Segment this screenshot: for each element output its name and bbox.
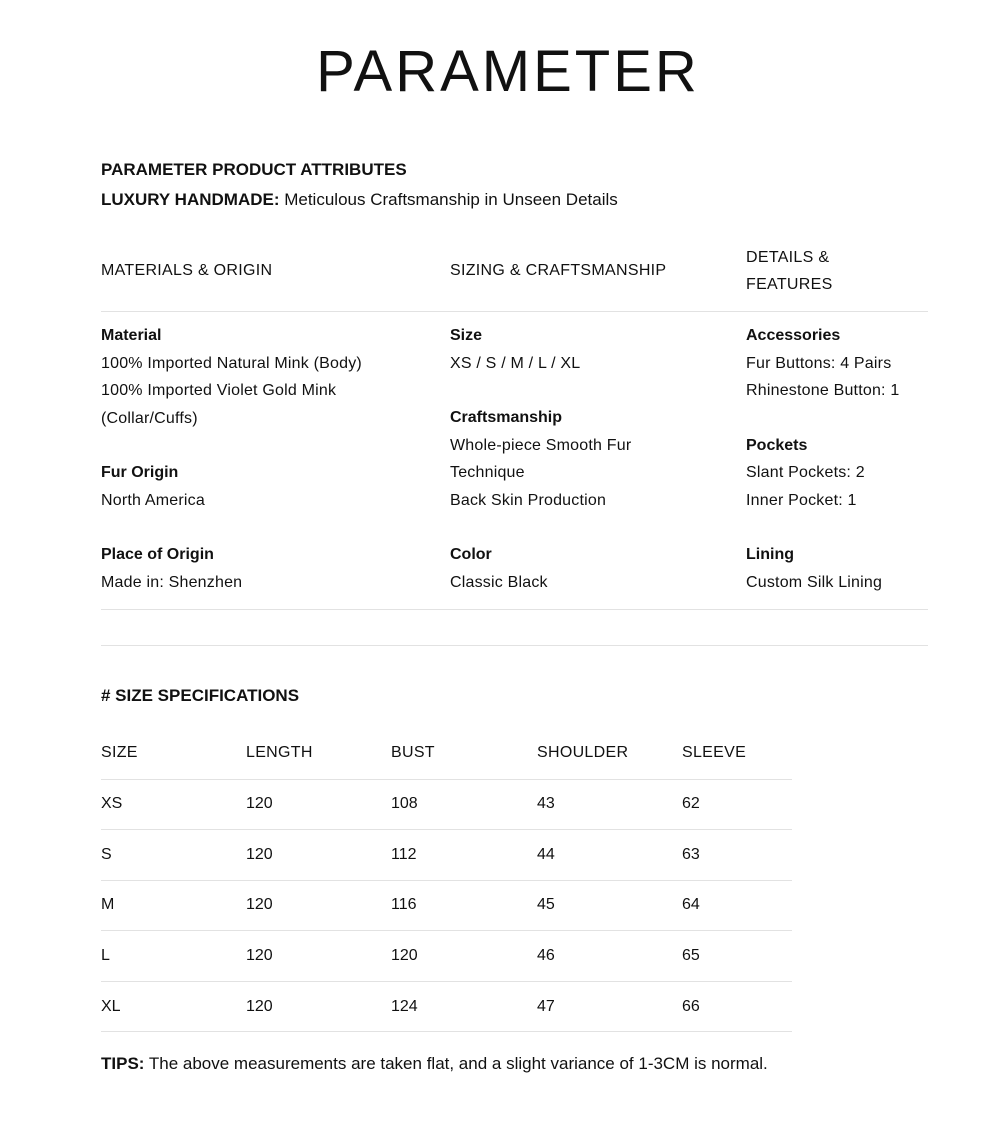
column-header-sizing: SIZING & CRAFTSMANSHIP <box>450 262 667 279</box>
tips-label: TIPS: <box>101 1054 145 1073</box>
column-header-details-line: FEATURES <box>746 276 833 293</box>
page-title: PARAMETER <box>316 39 700 104</box>
table-row <box>101 931 792 982</box>
attributes-column-materials <box>101 322 362 623</box>
table-cell: 120 <box>246 896 273 914</box>
column-header-details <box>746 244 833 298</box>
column-header: SLEEVE <box>682 744 747 762</box>
table-cell: 45 <box>537 896 555 914</box>
attribute-value: 100% Imported Natural Mink (Body) <box>101 354 362 372</box>
attribute-group-size <box>450 322 631 377</box>
table-cell: 47 <box>537 997 555 1015</box>
column-header: SIZE <box>101 744 138 762</box>
attribute-value: Custom Silk Lining <box>746 573 883 591</box>
table-cell: L <box>101 947 110 965</box>
attribute-value: Inner Pocket: 1 <box>746 491 857 509</box>
attribute-group-lining <box>746 541 899 596</box>
table-cell: 120 <box>246 845 273 863</box>
attribute-label: Lining <box>746 546 794 563</box>
attribute-value: Made in: Shenzhen <box>101 573 243 591</box>
size-specifications-title: # SIZE SPECIFICATIONS <box>101 686 300 705</box>
table-cell: 63 <box>682 845 700 863</box>
attribute-label: Accessories <box>746 327 841 344</box>
attribute-label: Color <box>450 546 492 563</box>
table-cell: 120 <box>246 997 273 1015</box>
attribute-value: Classic Black <box>450 573 548 591</box>
divider <box>101 311 928 312</box>
table-cell: XS <box>101 795 123 813</box>
attribute-group-pockets <box>746 432 899 515</box>
table-cell: 46 <box>537 947 555 965</box>
attribute-label: Pockets <box>746 436 808 454</box>
attributes-column-details <box>746 322 899 623</box>
table-cell: S <box>101 845 112 863</box>
table-cell: XL <box>101 997 121 1015</box>
attribute-value: XS / S / M / L / XL <box>450 354 581 372</box>
table-cell: 120 <box>391 947 418 965</box>
attribute-label: Craftsmanship <box>450 409 563 426</box>
attribute-value: 100% Imported Violet Gold Mink <box>101 382 337 399</box>
table-cell: 120 <box>246 947 273 965</box>
product-attributes-heading: PARAMETER PRODUCT ATTRIBUTES <box>101 160 407 179</box>
attribute-label: Material <box>101 327 162 344</box>
subheading-text: Meticulous Craftsmanship in Unseen Details <box>279 190 618 209</box>
table-cell: M <box>101 896 115 914</box>
attribute-label: Place of Origin <box>101 546 214 563</box>
attribute-value: Back Skin Production <box>450 491 607 509</box>
table-row <box>101 779 792 830</box>
table-cell: 120 <box>246 795 273 813</box>
table-cell: 66 <box>682 997 700 1015</box>
table-cell: 43 <box>537 795 555 813</box>
table-cell: 65 <box>682 947 700 965</box>
attribute-group-fur-origin <box>101 459 362 514</box>
table-row <box>101 981 792 1032</box>
attributes-column-sizing <box>450 322 631 623</box>
attribute-label: Size <box>450 327 483 344</box>
tips-text: The above measurements are taken flat, and a slight variance of 1-3CM is normal. <box>144 1054 768 1073</box>
table-cell: 116 <box>391 896 417 914</box>
attribute-value: Fur Buttons: 4 Pairs <box>746 354 892 372</box>
attribute-group-place-of-origin <box>101 541 362 596</box>
column-header: BUST <box>391 744 435 762</box>
attribute-label: Fur Origin <box>101 464 179 481</box>
table-cell: 112 <box>391 845 417 863</box>
table-cell: 124 <box>391 997 418 1015</box>
tips-note <box>101 1053 768 1075</box>
attribute-value: Technique <box>450 464 525 481</box>
size-table-header-row <box>101 728 792 779</box>
column-header-materials: MATERIALS & ORIGIN <box>101 262 273 279</box>
table-cell: 44 <box>537 845 555 863</box>
table-cell: 62 <box>682 795 700 813</box>
attribute-value: Rhinestone Button: 1 <box>746 382 900 399</box>
table-cell: 64 <box>682 896 700 914</box>
divider <box>101 609 928 610</box>
size-table <box>101 728 792 1032</box>
table-cell: 108 <box>391 795 418 813</box>
attribute-value: (Collar/Cuffs) <box>101 409 198 427</box>
attribute-group-accessories <box>746 322 899 405</box>
subheading <box>101 189 618 211</box>
column-header: SHOULDER <box>537 744 629 762</box>
subheading-label: LUXURY HANDMADE: <box>101 190 280 209</box>
attribute-value: Slant Pockets: 2 <box>746 464 865 481</box>
table-row <box>101 880 792 931</box>
attribute-group-color <box>450 541 631 596</box>
table-row <box>101 830 792 881</box>
column-header-details-line: DETAILS & <box>746 249 830 266</box>
divider <box>101 645 928 646</box>
column-header: LENGTH <box>246 744 313 762</box>
attribute-group-material <box>101 322 362 432</box>
attribute-group-craftsmanship <box>450 404 631 514</box>
attribute-value: Whole-piece Smooth Fur <box>450 436 632 454</box>
attribute-value: North America <box>101 491 205 509</box>
